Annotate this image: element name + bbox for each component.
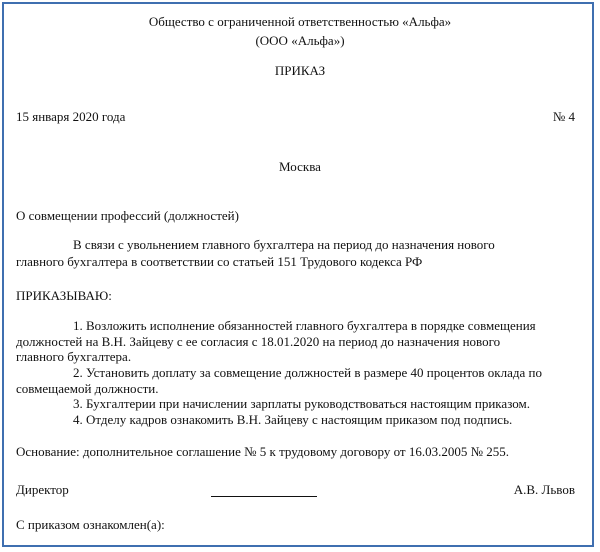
acknowledgement-label: С приказом ознакомлен(а):: [16, 517, 165, 532]
item-2-line-2: совмещаемой должности.: [16, 381, 159, 396]
order-directive: ПРИКАЗЫВАЮ:: [16, 288, 112, 303]
item-1-line-2: должностей на В.Н. Зайцеву с ее согласия с 18.01.2020 на период до назначения нового: [16, 334, 501, 349]
order-date: 15 января 2020 года: [16, 109, 126, 124]
signatory-title: Директор: [16, 482, 69, 497]
organization-short-name: (ООО «Альфа»): [255, 33, 345, 48]
item-1-line-3: главного бухгалтера.: [16, 349, 132, 364]
signatory-name: А.В. Львов: [513, 482, 575, 497]
preamble-line-2: главного бухгалтера в соответствии со статьей 151 Трудового кодекса РФ: [16, 254, 423, 269]
preamble-line-1: В связи с увольнением главного бухгалтера на период до назначения нового: [73, 237, 495, 252]
document-type: ПРИКАЗ: [274, 63, 326, 78]
item-1-line-1: 1. Возложить исполнение обязанностей главного бухгалтера в порядке совмещения: [73, 318, 536, 333]
item-2-line-1: 2. Установить доплату за совмещение должностей в размере 40 процентов оклада по: [73, 365, 542, 380]
signature-line: [211, 496, 317, 497]
order-number: № 4: [552, 109, 575, 124]
order-subject: О совмещении профессий (должностей): [16, 208, 239, 223]
item-4: 4. Отделу кадров ознакомить В.Н. Зайцеву с настоящим приказом под подпись.: [73, 412, 513, 427]
order-basis: Основание: дополнительное соглашение № 5 к трудовому договору от 16.03.2005 № 255.: [16, 444, 509, 459]
organization-full-name: Общество с ограниченной ответственностью «Альфа»: [148, 14, 452, 29]
item-3: 3. Бухгалтерии при начислении зарплаты руководствоваться настоящим приказом.: [73, 396, 530, 411]
order-city: Москва: [279, 159, 321, 174]
